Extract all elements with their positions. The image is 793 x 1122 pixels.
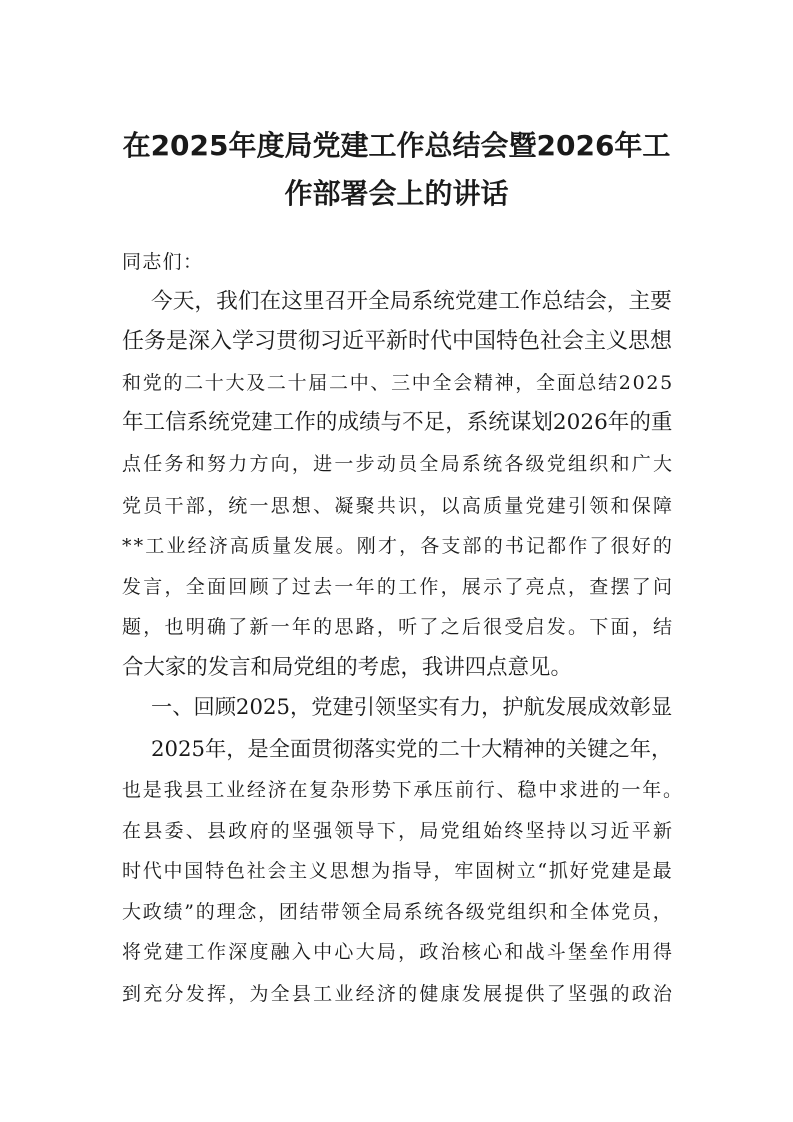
body-line-5: 点任务和努力方向，进一步动员全局系统各级党组织和广大 [122,453,675,475]
body-line-10: 合大家的发言和局党组的考虑，我讲四点意见。 [122,655,572,680]
body-line-15: 大政绩”的理念，团结带领全局系统各级党组织和全体党员， [122,901,674,923]
body-line-16: 将党建工作深度融入中心大局，政治核心和战斗堡垒作用得 [122,941,675,963]
body-line-9: 题，也明确了新一年的思路，听了之后很受启发。下面，结 [122,616,675,638]
body-line-6: 党员干部，统一思想、凝聚共识，以高质量党建引领和保障 [122,495,675,517]
title-line-2: 作部署会上的讲话 [284,177,509,210]
body-line-14: 时代中国特色社会主义思想为指导，牢固树立“抓好党建是最 [122,860,674,882]
body-line-4: 年工信系统党建工作的成绩与不足，系统谋划2026年的重 [122,410,673,435]
body-line-11: 2025年，是全面贯彻落实党的二十大精神的关键之年， [151,737,673,762]
title-line-1: 在2025年度局党建工作总结会暨2026年工 [122,129,671,162]
salutation: 同志们： [122,251,204,273]
body-line-7: **工业经济高质量发展。刚才，各支部的书记都作了很好的 [122,535,675,557]
body-line-1: 今天，我们在这里召开全局系统党建工作总结会，主要 [151,289,672,314]
body-line-2: 任务是深入学习贯彻习近平新时代中国特色社会主义思想 [122,329,673,354]
body-line-12: 也是我县工业经济在复杂形势下承压前行、稳中求进的一年。 [122,779,684,801]
body-line-17: 到充分发挥，为全县工业经济的健康发展提供了坚强的政治 [122,983,675,1005]
section-heading-1: 一、回顾2025，党建引领坚实有力，护航发展成效彰显 [151,695,673,720]
body-line-3: 和党的二十大及二十届二中、三中全会精神，全面总结2025 [122,372,674,394]
body-line-8: 发言，全面回顾了过去一年的工作，展示了亮点，查摆了问 [122,576,675,598]
body-line-13: 在县委、县政府的坚强领导下，局党组始终坚持以习近平新 [122,820,675,842]
